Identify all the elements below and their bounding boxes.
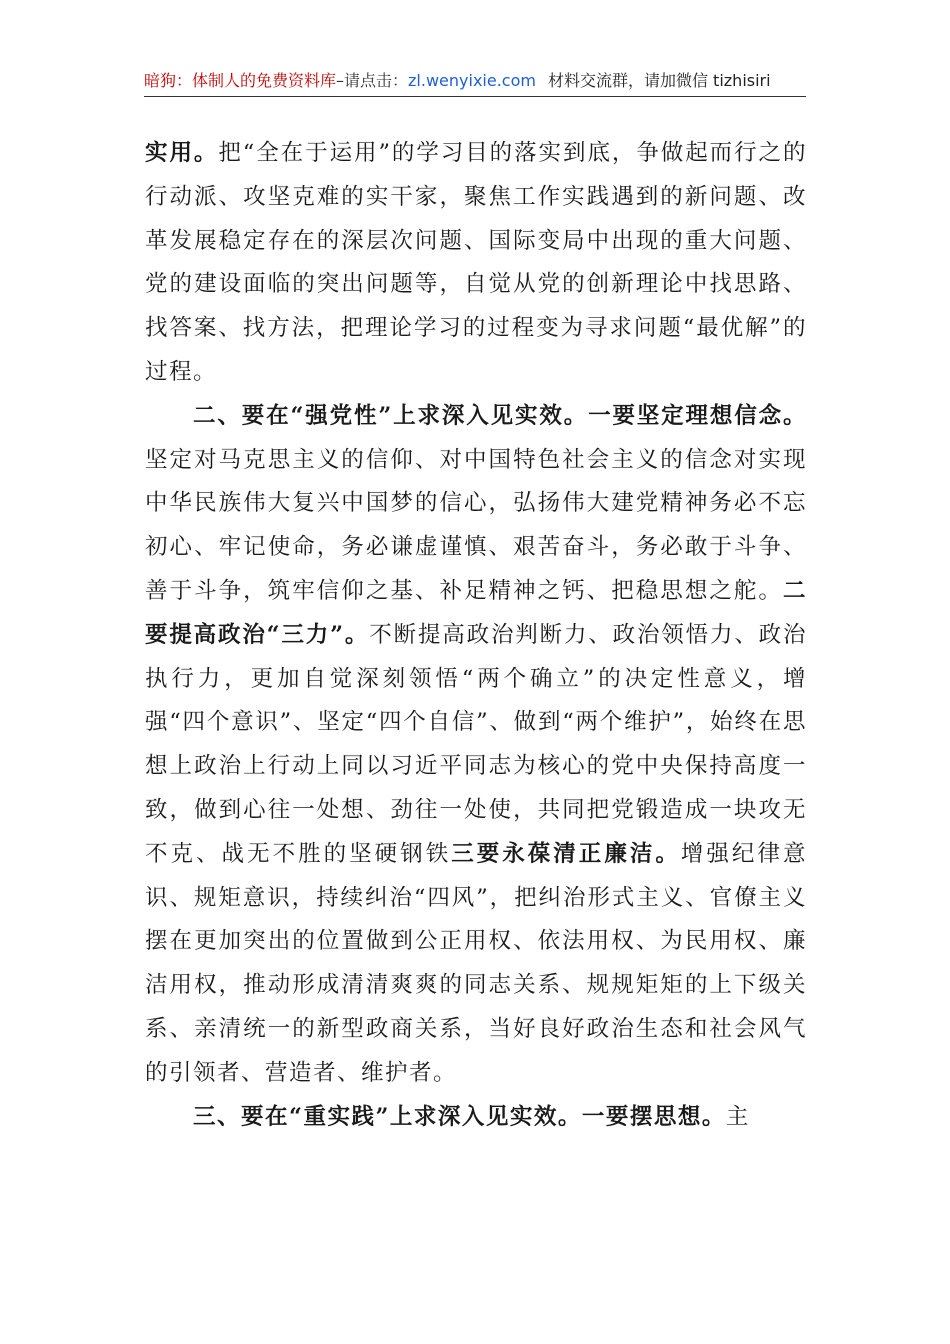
header-brand: 暗狗：体制人的免费资料库 (144, 71, 337, 90)
paragraph-text: 把“全在于运用”的学习目的落实到底，争做起而行之的行动派、攻坚克难的实干家，聚焦工作实践遇到的新问题、改革发展稳定存在的深层次问题、国际变局中出现的重大问题、党的建设面临的突出问题等，自觉从党的创新理论中找思路、找答案、找方法，把理论学习的过程变为寻求问题“最优解”的过程。 (145, 140, 807, 385)
section-heading-3: 三、要在“重实践”上求深入见实效。 (193, 1103, 582, 1130)
section-heading-2: 二、要在“强党性”上求深入见实效。 (193, 402, 589, 429)
paragraph-practice (145, 1096, 807, 1140)
paragraph-practical-use (145, 132, 807, 395)
subpoint-3-text: 增强纪律意识、规矩意识，持续纠治“四风”，把纠治形式主义、官僚主义摆在更加突出的位置做到公正用权、依法用权、为民用权、廉洁用权，推动形成清清爽爽的同志关系、规规矩矩的上下级关系、亲清统一的新型政商关系，当好良好政治生态和社会风气的引领者、营造者、维护者。 (145, 840, 807, 1086)
paragraph-tail-text: 主 (725, 1103, 750, 1130)
subpoint-2-text: 不断提高政治判断力、政治领悟力、政治执行力，更加自觉深刻领悟“两个确立”的决定性意义，增强“四个意识”、坚定“四个自信”、做到“两个维护”，始终在思想上政治上行动上同以习近平同志为核心的党中央保持高度一致，做到心往一处想、劲往一处使，共同把党锻造成一块攻无不克、战无不胜的坚硬钢铁 (145, 621, 807, 867)
document-body (145, 132, 807, 1139)
paragraph-party-spirit (145, 395, 807, 1096)
lead-bold-text: 实用。 (145, 140, 219, 166)
subpoint-3-bold: 三要永葆清正廉洁。 (451, 840, 681, 867)
subpoint-1-bold: 一要坚定理想信念。 (588, 402, 807, 429)
subpoint-1-bold: 一要摆思想。 (581, 1103, 726, 1130)
page-header (144, 66, 806, 97)
header-url-link[interactable]: zl.wenyixie.com (408, 71, 536, 90)
subpoint-1-text: 坚定对马克思主义的信仰、对中国特色社会主义的信念对实现中华民族伟大复兴中国梦的信心，弘扬伟大建党精神务必不忘初心、牢记使命，务必谦虚谨慎、艰苦奋斗，务必敢于斗争、善于斗争，筑牢信仰之基、补足精神之钙、把稳思想之舵。 (145, 446, 807, 604)
header-wechat-group: 材料交流群，请加微信 tizhisiri (547, 71, 771, 90)
subpoint-2-bold: 二要提高政治“三力”。 (145, 577, 807, 648)
header-prompt: –请点击： (336, 71, 409, 90)
